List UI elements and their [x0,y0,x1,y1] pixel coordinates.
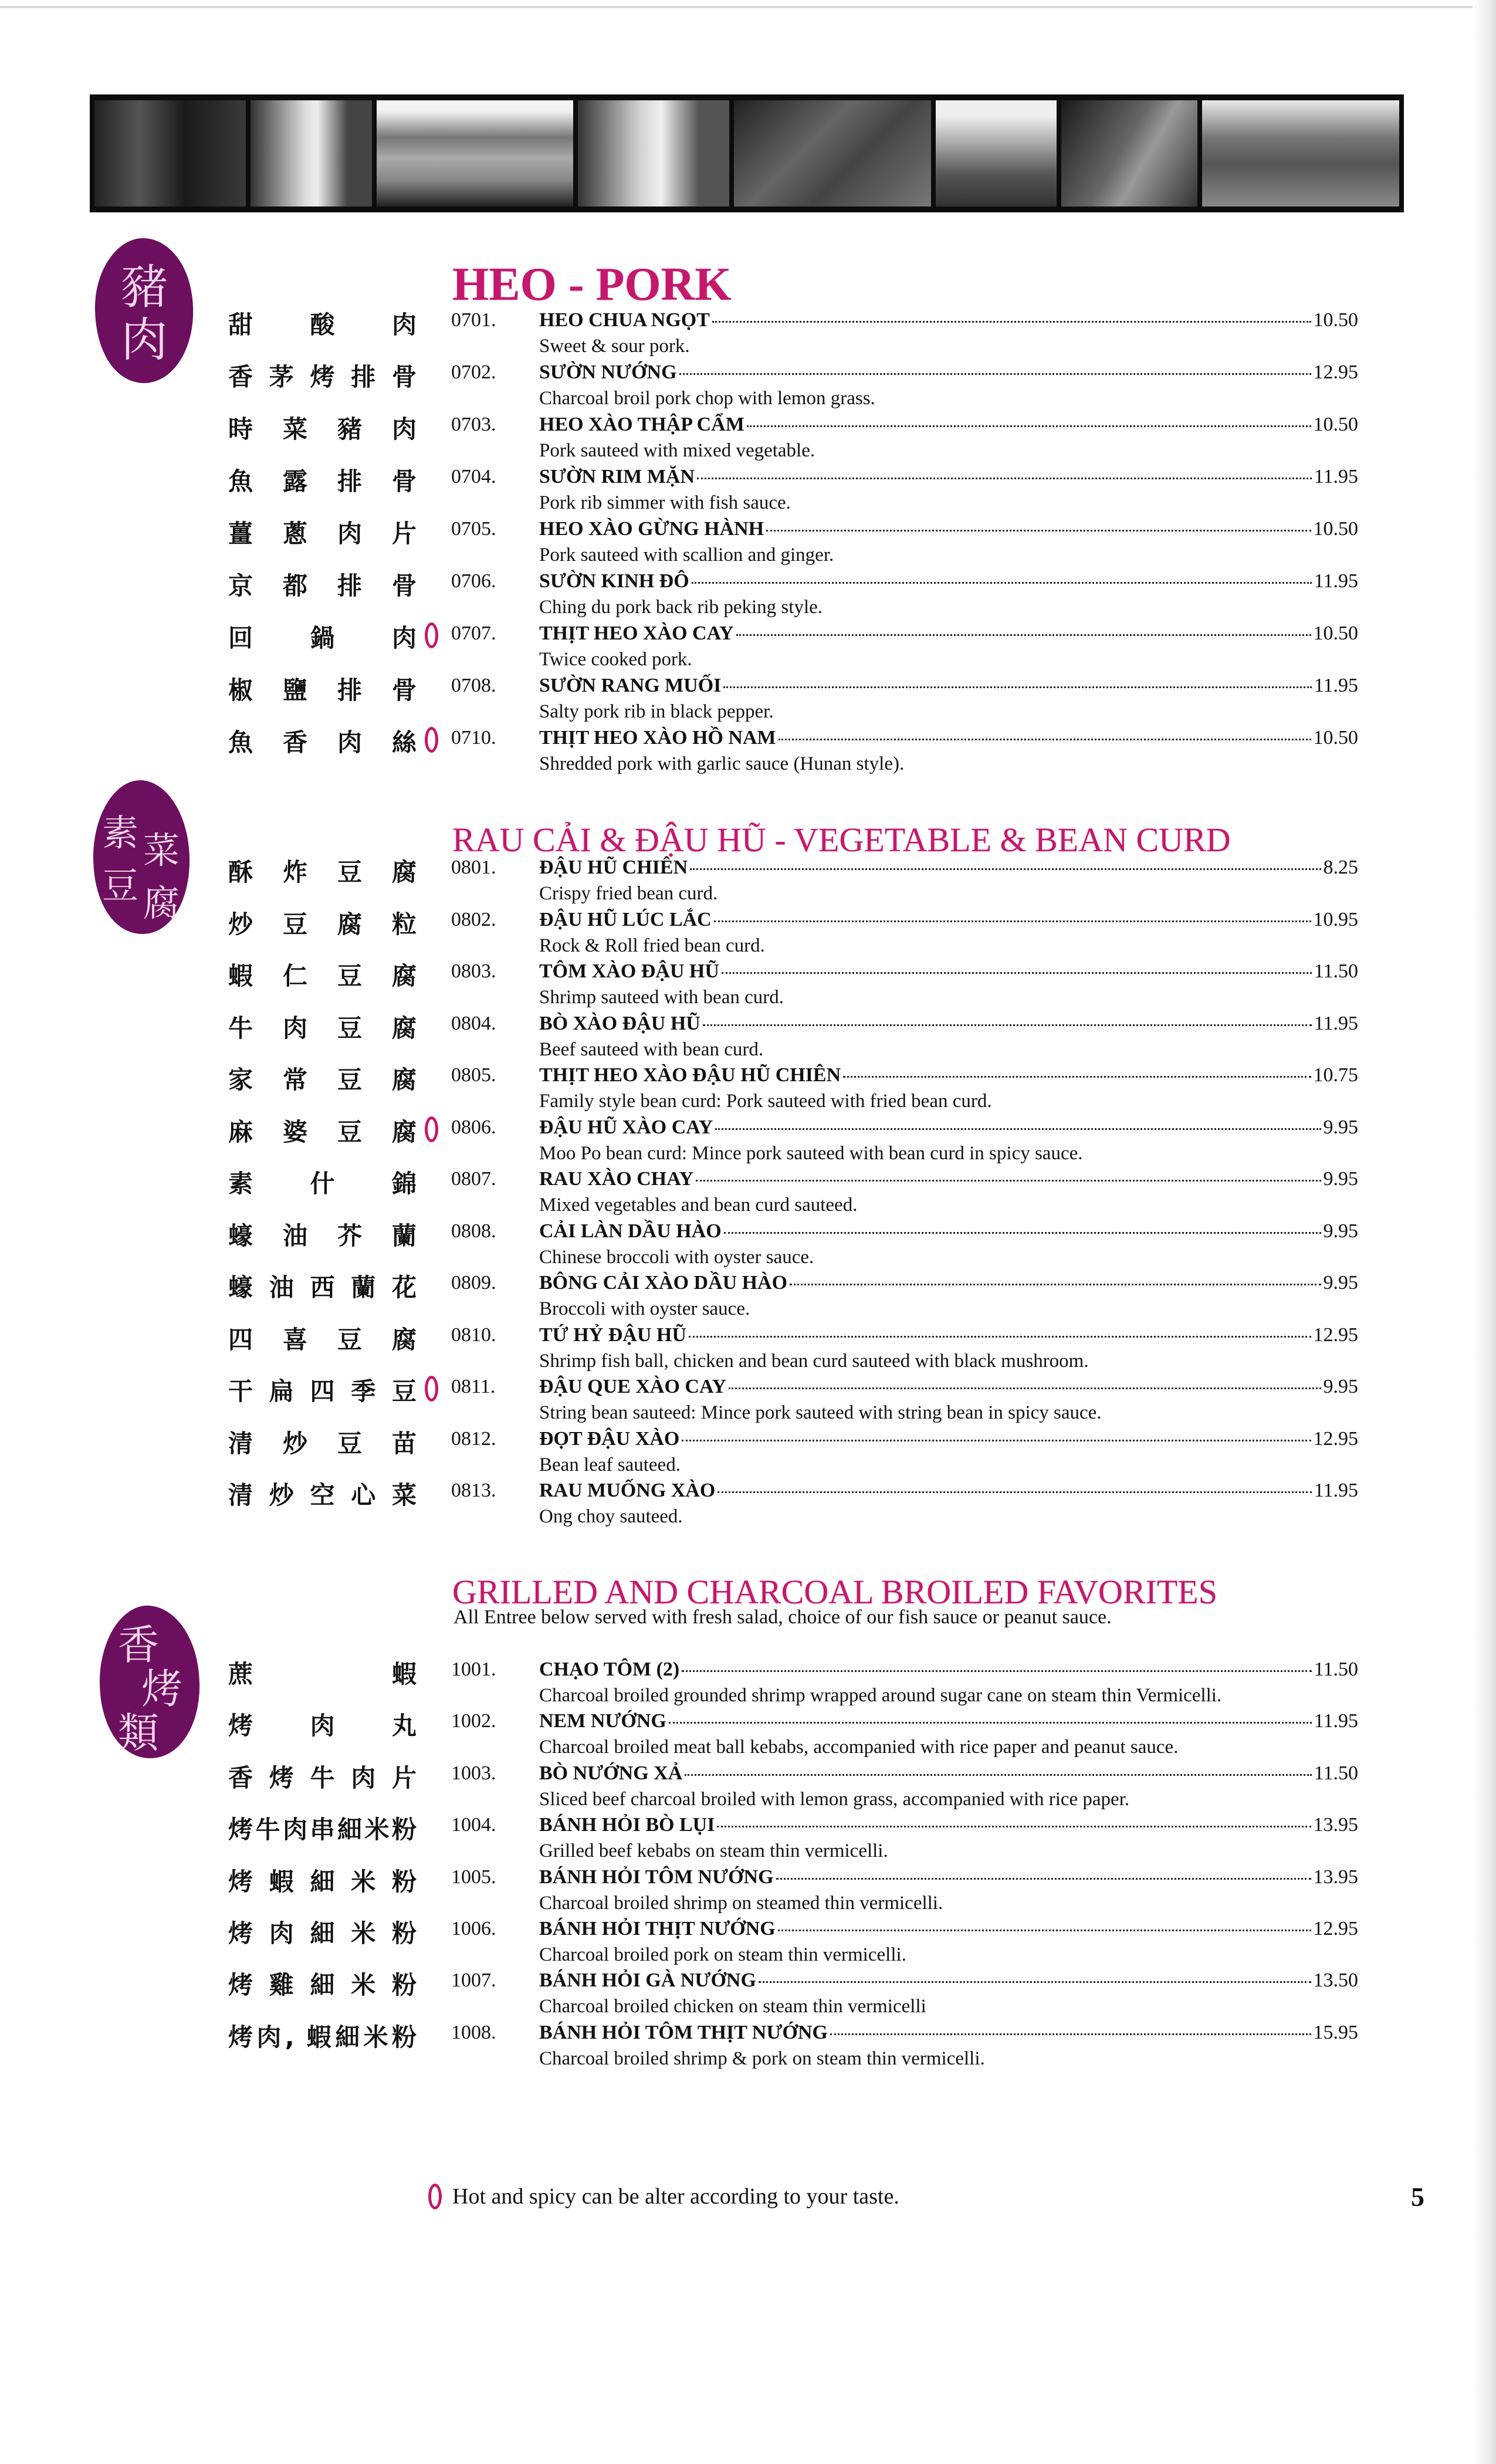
item-description: Ching du pork back rib peking style. [539,597,823,618]
item-code: 0806. [451,1116,496,1138]
chinese-name: 四 喜 豆 腐 [228,1325,417,1354]
chinese-name: 烤牛肉串細米粉 [228,1815,417,1844]
item-line [539,1710,1358,1732]
item-description: Sweet & sour pork. [539,336,690,357]
chinese-name: 炒 豆 腐 粒 [228,909,417,939]
menu-item [0,570,1496,622]
item-description: Charcoal broiled chicken on steam thin vermicelli [539,1996,926,2018]
dot-leader [703,1024,1312,1026]
dot-leader [736,634,1311,636]
item-name: ĐẬU HŨ LÚC LẮC [539,908,712,930]
item-description: Pork sauteed with scallion and ginger. [539,544,834,566]
item-name: RAU XÀO CHAY [539,1168,694,1190]
item-description: Charcoal broiled grounded shrimp wrapped around sugar cane on steam thin Vermicelli. [539,1685,1222,1706]
item-price: 10.50 [1313,414,1358,435]
item-code: 0809. [451,1272,496,1294]
item-code: 0710. [451,727,496,749]
item-code: 0808. [451,1220,496,1242]
chili-pepper-icon [425,727,438,753]
item-price: 11.95 [1314,466,1358,488]
menu-item [0,1659,1496,1710]
chinese-name: 清 炒 空 心 菜 [228,1481,417,1509]
chili-pepper-icon [425,1116,438,1142]
chinese-name: 烤 雞 細 米 粉 [228,1971,417,2000]
item-name: RAU MUỐNG XÀO [539,1480,716,1501]
dot-leader [712,321,1311,323]
chinese-name: 烤 肉 細 米 粉 [228,1918,417,1948]
item-code: 0802. [451,908,496,930]
chinese-name: 牛 肉 豆 腐 [228,1013,417,1043]
item-name: HEO CHUA NGỌT [539,309,710,331]
item-name: THỊT HEO XÀO CAY [539,622,734,644]
item-name: TỨ HỶ ĐẬU HŨ [539,1324,686,1346]
menu-section-grilled [0,1659,1496,2073]
item-name: HEO XÀO THẬP CẨM [539,414,744,435]
item-description: Charcoal broiled shrimp & pork on steam thin vermicelli. [539,2047,985,2069]
menu-item [0,1376,1496,1428]
item-description: Charcoal broil pork chop with lemon grass. [539,388,875,409]
item-description: Broccoli with oyster sauce. [539,1298,750,1319]
chinese-name: 魚 香 肉 絲 [228,728,417,757]
menu-item [0,1428,1496,1480]
item-price: 11.95 [1314,1710,1358,1732]
item-description: Salty pork rib in black pepper. [539,701,774,722]
item-price: 11.95 [1314,675,1358,696]
item-line [539,727,1358,749]
chinese-name: 烤肉, 蝦細米粉 [228,2022,417,2052]
chinese-name: 薑 蔥 肉 片 [228,519,417,548]
menu-item [0,1918,1496,1969]
dot-leader [779,739,1311,740]
svg-text:肉: 肉 [121,313,168,367]
chinese-name: 魚 露 排 骨 [228,467,417,496]
item-name: BÁNH HỎI BÒ LỤI [539,1814,715,1836]
chili-pepper-icon [428,2184,442,2209]
item-description: Charcoal broiled shrimp on steamed thin vermicelli. [539,1892,943,1914]
item-price: 13.50 [1313,1969,1358,1992]
item-code: 0703. [451,414,496,435]
item-price: 10.50 [1313,309,1358,331]
item-code: 0701. [451,309,496,331]
item-price: 8.25 [1323,857,1358,878]
chinese-name: 素 什 錦 [228,1169,417,1198]
dot-leader [715,1128,1321,1130]
item-price: 11.50 [1314,1659,1358,1680]
photo-lake [377,100,574,207]
item-code: 0801. [451,857,496,878]
item-name: SƯỜN RIM MẶN [539,466,695,488]
item-price: 9.95 [1323,1168,1358,1190]
section-subtitle-grilled: All Entree below served with fresh salad, choice of our fish sauce or peanut sauce. [453,1606,1112,1628]
dot-leader [689,1336,1311,1338]
menu-item [0,1710,1496,1762]
photo-waterfall [251,100,371,207]
item-price: 12.95 [1313,1324,1358,1346]
menu-section-vegetable [0,857,1496,1532]
item-code: 0811. [451,1376,496,1397]
menu-item [0,1762,1496,1814]
menu-item [0,414,1496,466]
item-price: 11.95 [1314,1012,1358,1034]
chinese-name: 蔗 蝦 [228,1660,417,1688]
item-name: ĐẬU HŨ XÀO CAY [539,1116,713,1138]
item-name: BÔNG CẢI XÀO DẦU HÀO [539,1272,788,1294]
chinese-name: 蠔 油 西 蘭 花 [228,1273,417,1302]
menu-item [0,361,1496,414]
item-name: NEM NƯỚNG [539,1710,666,1732]
dot-leader [747,425,1311,427]
menu-item [0,727,1496,779]
photo-trees [1202,100,1399,207]
item-description: String bean sauteed: Mince pork sauteed with string bean in spicy sauce. [539,1402,1102,1423]
item-line [539,309,1358,331]
item-code: 0705. [451,518,496,540]
dot-leader [830,2033,1311,2035]
svg-text:豬: 豬 [121,260,168,314]
chinese-name: 椒 鹽 排 骨 [228,676,417,705]
item-name: BÁNH HỎI THỊT NƯỚNG [539,1917,776,1940]
menu-item [0,1969,1496,2021]
svg-text:類: 類 [118,1709,159,1757]
item-line [539,1013,1358,1035]
item-name: SƯỜN KINH ĐÔ [539,570,689,592]
item-description: Charcoal broiled meat ball kebabs, accompanied with rice paper and peanut sauce. [539,1737,1179,1758]
dot-leader [697,478,1312,479]
chinese-name: 蠔 油 芥 蘭 [228,1221,417,1250]
chinese-name: 時 菜 豬 肉 [228,415,417,444]
menu-item [0,1013,1496,1065]
item-code: 1003. [451,1762,496,1784]
item-price: 9.95 [1323,1220,1358,1242]
dot-leader [682,1440,1311,1441]
item-name: HEO XÀO GỪNG HÀNH [539,518,764,540]
item-price: 10.50 [1313,727,1358,749]
dot-leader [790,1284,1321,1285]
dot-leader [723,686,1311,688]
item-code: 1004. [451,1814,496,1836]
menu-item [0,1866,1496,1918]
item-name: CẢI LÀN DẦU HÀO [539,1220,722,1242]
item-description: Grilled beef kebabs on steam thin vermicelli. [539,1840,888,1862]
item-code: 1005. [451,1866,496,1888]
item-code: 0810. [451,1324,496,1346]
item-name: BÁNH HỎI TÔM THỊT NƯỚNG [539,2021,828,2043]
svg-text:素: 素 [101,811,139,854]
item-description: Ong choy sauteed. [539,1506,683,1527]
item-name: ĐẬU HŨ CHIÊN [539,857,688,878]
item-code: 0707. [451,622,496,644]
item-line [539,1659,1358,1681]
dot-leader [778,1930,1311,1931]
dot-leader [685,1774,1311,1776]
scan-edge [0,6,1496,8]
chinese-name: 清 炒 豆 苗 [228,1429,417,1458]
dot-leader [717,1491,1311,1493]
menu-item [0,518,1496,570]
section-title-grilled: GRILLED AND CHARCOAL BROILED FAVORITES [452,1573,1217,1611]
item-description: Mixed vegetables and bean curd sauteed. [539,1194,858,1216]
item-name: BÒ NƯỚNG XẢ [539,1762,683,1784]
item-line [539,1918,1358,1940]
dot-leader [714,920,1311,922]
item-price: 11.95 [1314,1480,1358,1501]
item-line [539,1866,1358,1888]
item-name: ĐẬU QUE XÀO CAY [539,1376,726,1397]
item-code: 1006. [451,1917,496,1940]
item-code: 0813. [451,1480,496,1501]
dot-leader [729,1387,1321,1389]
item-price: 10.75 [1313,1064,1358,1086]
item-price: 15.95 [1313,2021,1358,2043]
spicy-note: Hot and spicy can be alter according to your taste. [452,2184,899,2209]
item-code: 0803. [451,960,496,982]
svg-text:菜: 菜 [143,829,180,872]
chinese-name: 烤 蝦 細 米 粉 [228,1867,417,1896]
item-line [539,857,1358,879]
chinese-name: 香 烤 牛 肉 片 [228,1763,417,1792]
menu-item [0,1064,1496,1116]
item-code: 0706. [451,570,496,592]
item-price: 11.50 [1314,960,1358,982]
item-code: 0704. [451,466,496,488]
landscape-photo-strip [90,94,1404,212]
photo-path [1061,100,1197,207]
dot-leader [722,972,1312,974]
item-price: 13.95 [1313,1814,1358,1836]
photo-forest [94,100,246,207]
dot-leader [759,1981,1311,1983]
item-name: SƯỜN NƯỚNG [539,361,677,383]
item-line [539,960,1358,983]
photo-mountain [936,100,1057,207]
item-price: 9.95 [1323,1116,1358,1138]
menu-item [0,1116,1496,1169]
item-line [539,1762,1358,1785]
section-title-vegetable: RAU CẢI & ĐẬU HŨ - VEGETABLE & BEAN CURD [452,821,1231,859]
item-line [539,1220,1358,1243]
svg-text:香: 香 [118,1621,159,1669]
chinese-name: 香 茅 烤 排 骨 [228,363,417,391]
chinese-name: 回 鍋 肉 [228,624,417,652]
item-description: Chinese broccoli with oyster sauce. [539,1246,814,1268]
menu-item [0,675,1496,727]
item-description: Shredded pork with garlic sauce (Hunan style). [539,753,905,774]
item-description: Beef sauteed with bean curd. [539,1038,764,1060]
item-line [539,414,1358,436]
item-code: 0805. [451,1064,496,1086]
item-description: Family style bean curd: Pork sauteed with fried bean curd. [539,1091,992,1112]
photo-waterfall-2 [578,100,729,207]
dot-leader [679,373,1311,375]
item-price: 10.95 [1313,908,1358,930]
item-description: Sliced beef charcoal broiled with lemon grass, accompanied with rice paper. [539,1788,1130,1810]
item-code: 0702. [451,361,496,383]
item-price: 12.95 [1313,1917,1358,1940]
item-line [539,909,1358,931]
dot-leader [669,1722,1312,1724]
item-code: 1002. [451,1710,496,1732]
item-name: THỊT HEO XÀO HỒ NAM [539,727,776,749]
svg-text:豆: 豆 [101,864,139,907]
dot-leader [696,1180,1321,1182]
item-name: THỊT HEO XÀO ĐẬU HŨ CHIÊN [539,1064,841,1086]
item-code: 1001. [451,1659,496,1680]
item-line [539,1168,1358,1190]
item-description: Shrimp sauteed with bean curd. [539,987,784,1008]
chinese-name: 酥 炸 豆 腐 [228,858,417,886]
item-name: CHẠO TÔM (2) [539,1659,680,1680]
dot-leader [843,1076,1311,1078]
chinese-name: 蝦 仁 豆 腐 [228,962,417,990]
item-description: Moo Po bean curd: Mince pork sauteed with bean curd in spicy sauce. [539,1142,1083,1164]
item-price: 12.95 [1313,1427,1358,1450]
menu-item [0,2022,1496,2073]
photo-stream [734,100,931,207]
menu-item [0,1168,1496,1220]
item-price: 13.95 [1313,1866,1358,1888]
item-code: 0812. [451,1427,496,1450]
item-name: BÁNH HỎI GÀ NƯỚNG [539,1969,756,1992]
item-price: 11.50 [1314,1762,1358,1784]
item-name: BÒ XÀO ĐẬU HŨ [539,1012,700,1034]
item-line [539,1272,1358,1294]
menu-item [0,466,1496,518]
menu-item [0,909,1496,961]
svg-text:腐: 腐 [143,882,180,925]
item-line [539,518,1358,540]
item-code: 1008. [451,2021,496,2043]
menu-item [0,1814,1496,1866]
menu-item [0,622,1496,675]
item-description: Bean leaf sauteed. [539,1454,681,1475]
menu-item [0,1272,1496,1324]
item-code: 0807. [451,1168,496,1190]
item-description: Twice cooked pork. [539,649,692,670]
item-code: 1007. [451,1969,496,1992]
menu-item [0,1220,1496,1272]
item-line [539,1376,1358,1398]
dot-leader [724,1232,1321,1234]
chinese-name: 甜 酸 肉 [228,310,417,339]
menu-item [0,309,1496,361]
item-price: 9.95 [1323,1376,1358,1397]
item-code: 0804. [451,1012,496,1034]
dot-leader [690,868,1321,870]
dot-leader [692,582,1312,584]
item-line [539,1064,1358,1087]
item-name: ĐỌT ĐẬU XÀO [539,1427,680,1450]
dot-leader [776,1878,1311,1880]
item-line [539,361,1358,384]
item-price: 11.95 [1314,570,1358,592]
section-title-pork: HEO - PORK [452,259,732,310]
item-description: Shrimp fish ball, chicken and bean curd sauteed with black mushroom. [539,1350,1089,1372]
svg-text:烤: 烤 [141,1665,182,1713]
item-line [539,2022,1358,2044]
item-price: 9.95 [1323,1272,1358,1294]
item-code: 0708. [451,675,496,696]
item-line [539,1116,1358,1139]
item-line [539,1969,1358,1992]
item-line [539,675,1358,697]
chinese-name: 京 都 排 骨 [228,571,417,600]
chinese-name: 麻 婆 豆 腐 [228,1117,417,1146]
menu-item [0,1324,1496,1376]
menu-item [0,960,1496,1013]
item-line [539,466,1358,488]
dot-leader [682,1670,1312,1672]
item-price: 10.50 [1313,518,1358,540]
chili-pepper-icon [425,622,438,648]
menu-item [0,1480,1496,1532]
dot-leader [766,530,1311,532]
chili-pepper-icon [425,1376,438,1402]
dot-leader [717,1826,1311,1827]
item-name: TÔM XÀO ĐẬU HŨ [539,960,719,982]
item-name: SƯỜN RANG MUỐI [539,675,722,696]
page-number: 5 [1411,2182,1424,2212]
item-line [539,570,1358,593]
item-line [539,1480,1358,1502]
item-description: Rock & Roll fried bean curd. [539,935,765,956]
item-description: Crispy fried bean curd. [539,883,718,904]
chinese-name: 干 扁 四 季 豆 [228,1377,417,1406]
menu-item [0,857,1496,909]
item-line [539,1324,1358,1346]
item-price: 10.50 [1313,622,1358,644]
item-description: Pork rib simmer with fish sauce. [539,492,791,513]
item-line [539,1814,1358,1836]
item-description: Charcoal broiled pork on steam thin vermicelli. [539,1944,906,1965]
menu-section-pork [0,309,1496,779]
item-description: Pork sauteed with mixed vegetable. [539,440,815,461]
item-name: BÁNH HỎI TÔM NƯỚNG [539,1866,774,1888]
item-price: 12.95 [1313,361,1358,383]
item-line [539,1428,1358,1450]
chinese-name: 烤 肉 丸 [228,1711,417,1741]
item-line [539,622,1358,645]
footer-note [428,2184,899,2209]
chinese-name: 家 常 豆 腐 [228,1065,417,1094]
